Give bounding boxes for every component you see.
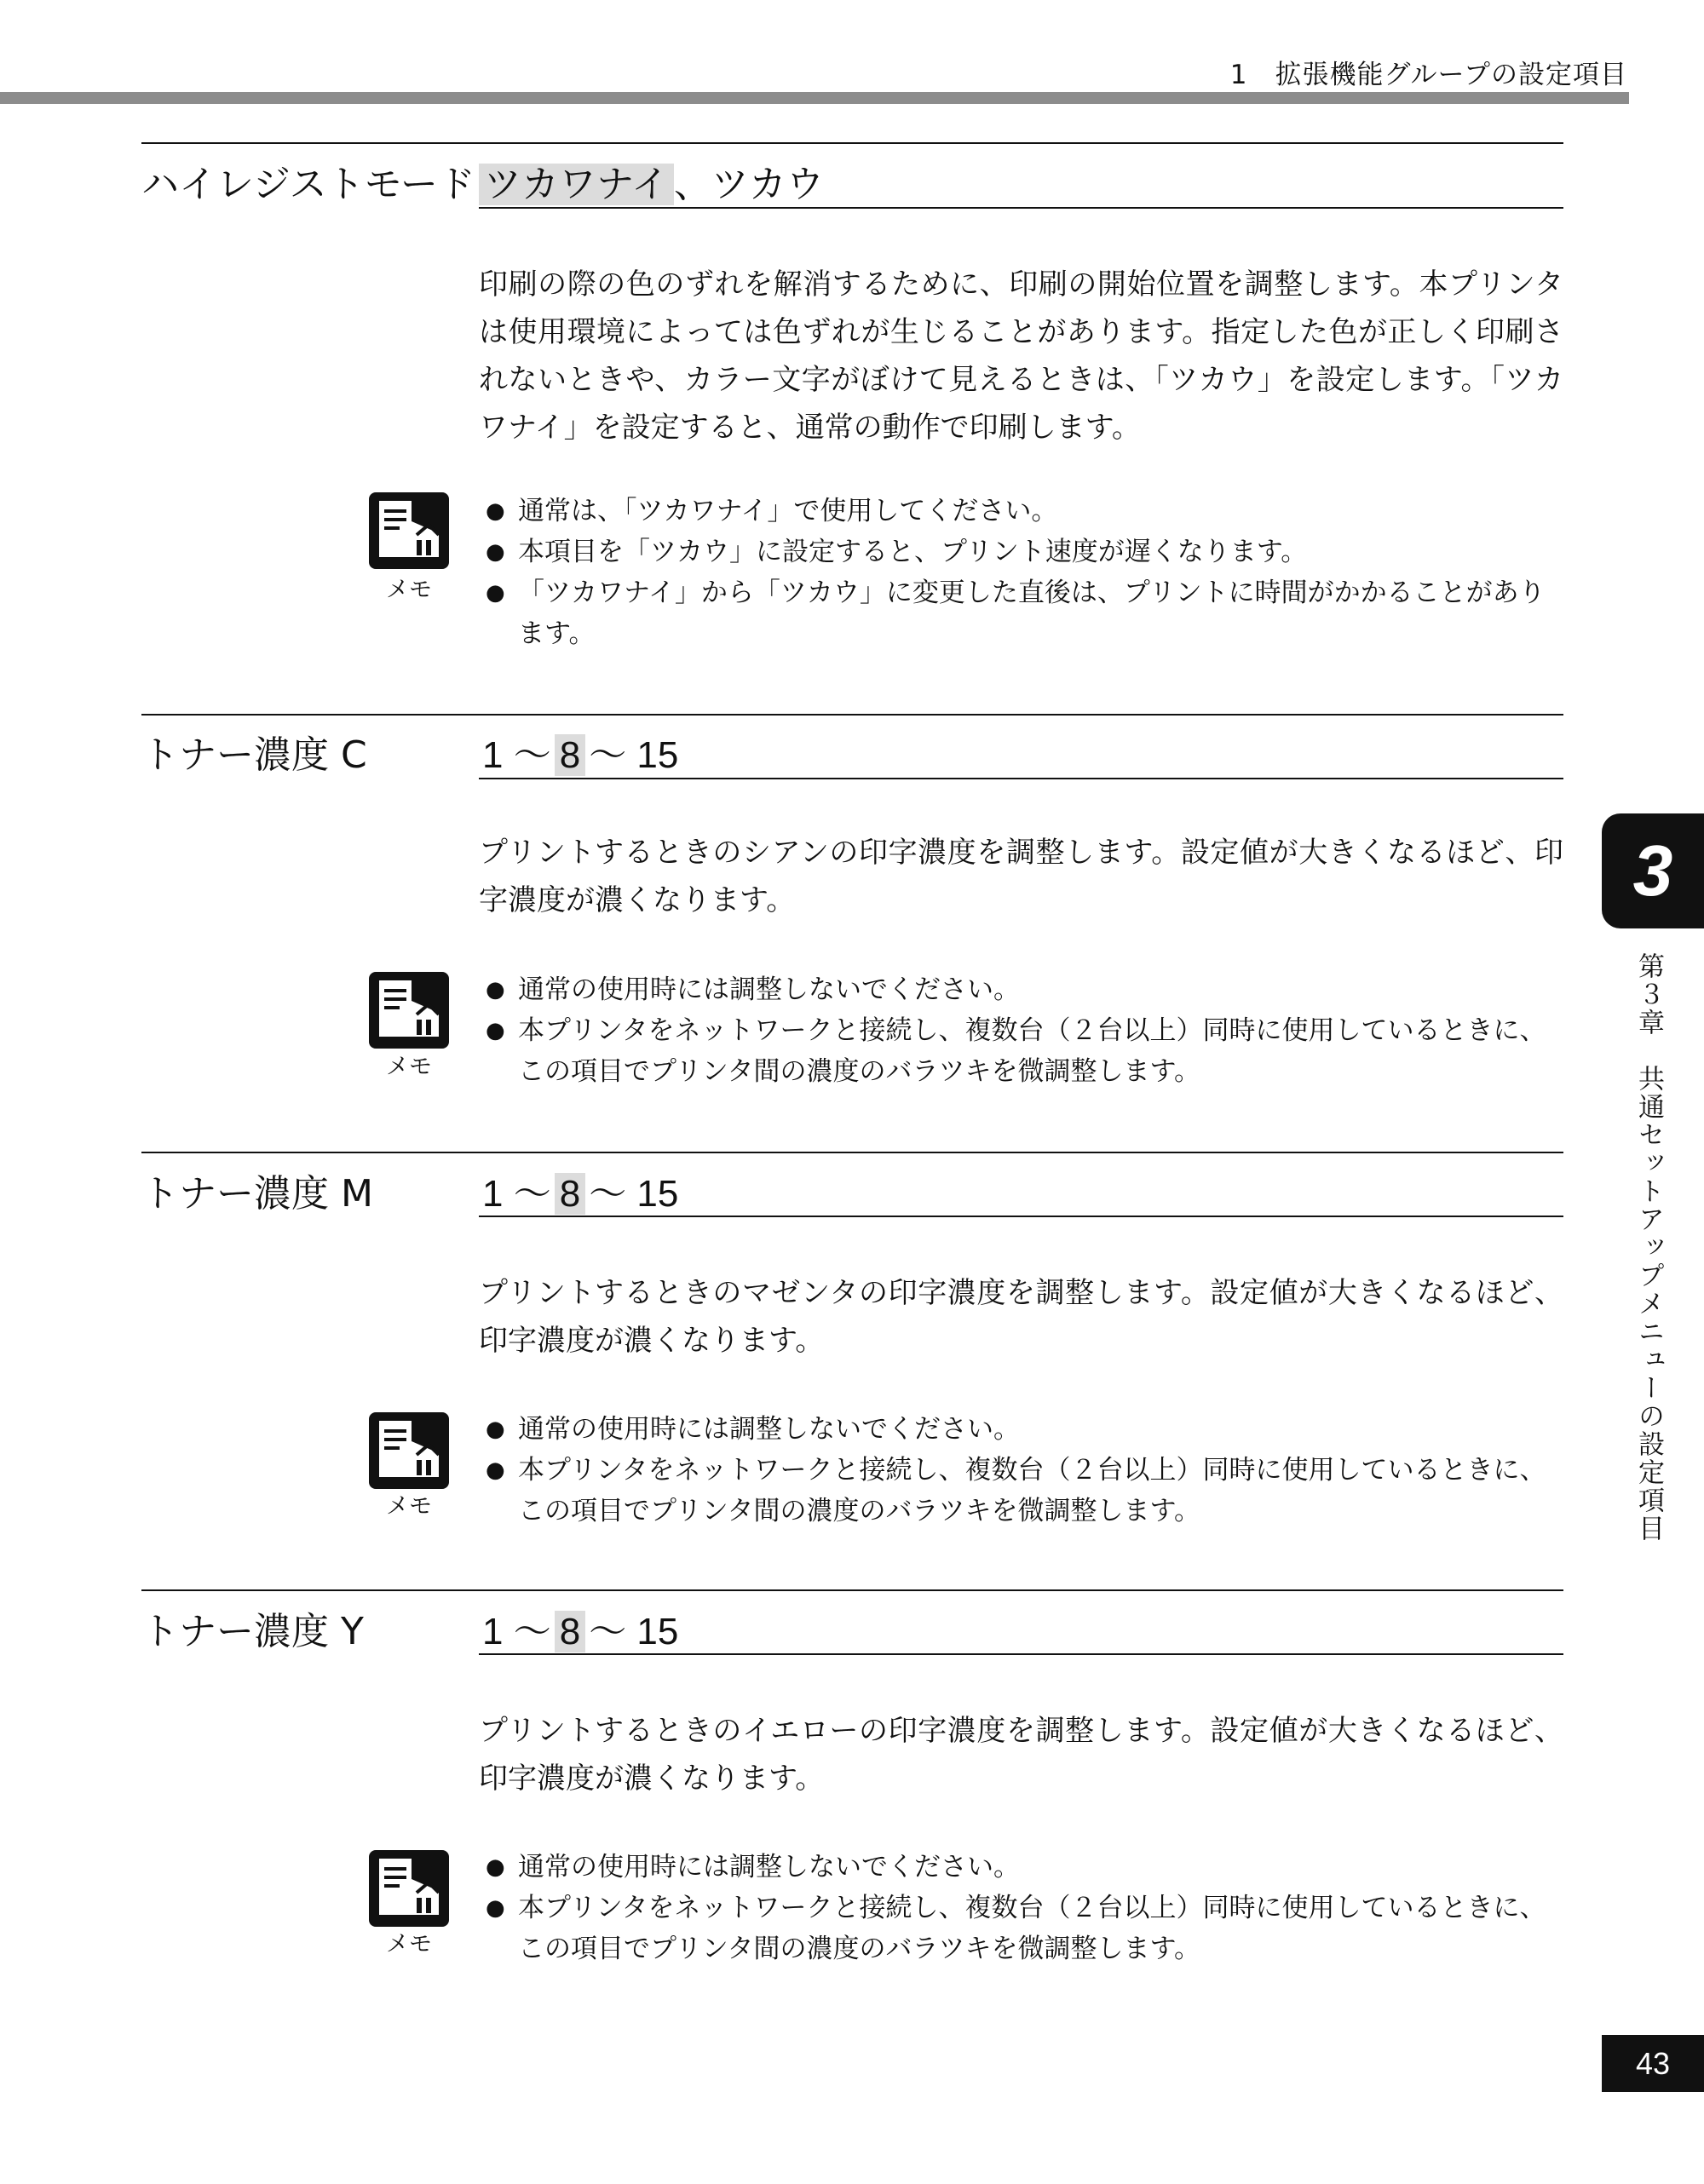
section-description: プリントするときのシアンの印字濃度を調整します。設定値が大きくなるほど、印字濃度が濃くなります。 bbox=[479, 836, 1563, 917]
bullet-icon: ● bbox=[486, 1457, 505, 1483]
list-item: ● 本項目を「ツカウ」に設定すると、プリント速度が遅くなります。 bbox=[477, 532, 1563, 572]
min-value: 1 ～ bbox=[482, 1611, 551, 1652]
bullet-icon: ● bbox=[486, 580, 505, 606]
bullet-icon: ● bbox=[486, 1854, 505, 1880]
default-value: 8 bbox=[555, 734, 585, 776]
other-value: 、ツカウ bbox=[673, 164, 824, 205]
setting-values bbox=[479, 1163, 682, 1217]
bullet-icon: ● bbox=[486, 1417, 505, 1442]
list-item: ● 通常は、「ツカワナイ」で使用してください。 bbox=[477, 491, 1563, 532]
list-item: ● 「ツカワナイ」から「ツカウ」に変更した直後は、プリントに時間がかかることがあります。 bbox=[477, 572, 1563, 654]
min-value: 1 ～ bbox=[482, 1173, 551, 1215]
section-value-rule bbox=[479, 207, 1563, 209]
section-value-rule bbox=[479, 1653, 1563, 1655]
list-item: ● 通常の使用時には調整しないでください。 bbox=[477, 1409, 1563, 1450]
memo-icon bbox=[369, 1412, 449, 1489]
list-item: ● 本プリンタをネットワークと接続し、複数台（２台以上）同時に使用しているときに、この項目でプリンタ間の濃度のバラツキを微調整します。 bbox=[477, 1450, 1563, 1532]
setting-values bbox=[479, 724, 682, 779]
memo-label: メモ bbox=[386, 1931, 432, 1957]
memo-label: メモ bbox=[386, 1493, 432, 1520]
section-description: 印刷の際の色のずれを解消するために、印刷の開始位置を調整します。本プリンタは使用環境によっては色ずれが生じることがあります。指定した色が正しく印刷されないときや、カラー文字がぼけて見えるときは、「ツカウ」を設定します。「ツカワナイ」を設定すると、通常の動作で印刷します。 bbox=[479, 267, 1563, 445]
bullet-icon: ● bbox=[486, 539, 505, 565]
setting-values bbox=[479, 153, 824, 208]
section-description: プリントするときのイエローの印字濃度を調整します。設定値が大きくなるほど、印字濃度が濃くなります。 bbox=[479, 1714, 1563, 1796]
memo-icon bbox=[369, 972, 449, 1049]
memo-list bbox=[477, 491, 1563, 654]
memo-label: メモ bbox=[386, 577, 432, 603]
bullet-icon: ● bbox=[486, 498, 505, 524]
default-value: 8 bbox=[555, 1173, 585, 1215]
bullet-icon: ● bbox=[486, 977, 505, 1003]
default-value: 8 bbox=[555, 1611, 585, 1652]
bullet-icon: ● bbox=[486, 1895, 505, 1921]
section-description: プリントするときのマゼンタの印字濃度を調整します。設定値が大きくなるほど、印字濃度が濃くなります。 bbox=[479, 1276, 1563, 1358]
section-value-rule bbox=[479, 778, 1563, 779]
chapter-tab: 3 bbox=[1602, 813, 1704, 928]
bullet-icon: ● bbox=[486, 1018, 505, 1043]
memo-icon bbox=[369, 492, 449, 569]
min-value: 1 ～ bbox=[482, 734, 551, 776]
setting-values bbox=[479, 1601, 682, 1655]
default-value: ツカワナイ bbox=[479, 164, 674, 205]
section-top-rule bbox=[141, 714, 1563, 716]
max-value: ～ 15 bbox=[589, 1611, 679, 1652]
memo-label: メモ bbox=[386, 1054, 432, 1080]
section-top-rule bbox=[141, 142, 1563, 144]
section-top-rule bbox=[141, 1152, 1563, 1153]
chapter-title-vertical: 第３章 共通セットアップメニューの設定項目 bbox=[1633, 952, 1664, 1543]
list-item: ● 本プリンタをネットワークと接続し、複数台（２台以上）同時に使用しているときに、この項目でプリンタ間の濃度のバラツキを微調整します。 bbox=[477, 1010, 1563, 1092]
list-item: ● 通常の使用時には調整しないでください。 bbox=[477, 1847, 1563, 1888]
memo-list bbox=[477, 1409, 1563, 1532]
section-value-rule bbox=[479, 1216, 1563, 1217]
header-bar bbox=[0, 92, 1629, 104]
section-title: トナー濃度 Y bbox=[141, 1610, 364, 1653]
max-value: ～ 15 bbox=[589, 734, 679, 776]
max-value: ～ 15 bbox=[589, 1173, 679, 1215]
page-number: 43 bbox=[1602, 2035, 1704, 2092]
section-top-rule bbox=[141, 1589, 1563, 1591]
section-title: ハイレジストモード bbox=[141, 163, 475, 206]
memo-icon bbox=[369, 1850, 449, 1927]
section-title: トナー濃度 C bbox=[141, 733, 367, 777]
list-item: ● 本プリンタをネットワークと接続し、複数台（２台以上）同時に使用しているときに、この項目でプリンタ間の濃度のバラツキを微調整します。 bbox=[477, 1888, 1563, 1969]
memo-list bbox=[477, 1847, 1563, 1969]
list-item: ● 通常の使用時には調整しないでください。 bbox=[477, 969, 1563, 1010]
section-title: トナー濃度 M bbox=[141, 1172, 373, 1216]
running-header: 1 拡張機能グループの設定項目 bbox=[1229, 60, 1627, 90]
memo-list bbox=[477, 969, 1563, 1092]
